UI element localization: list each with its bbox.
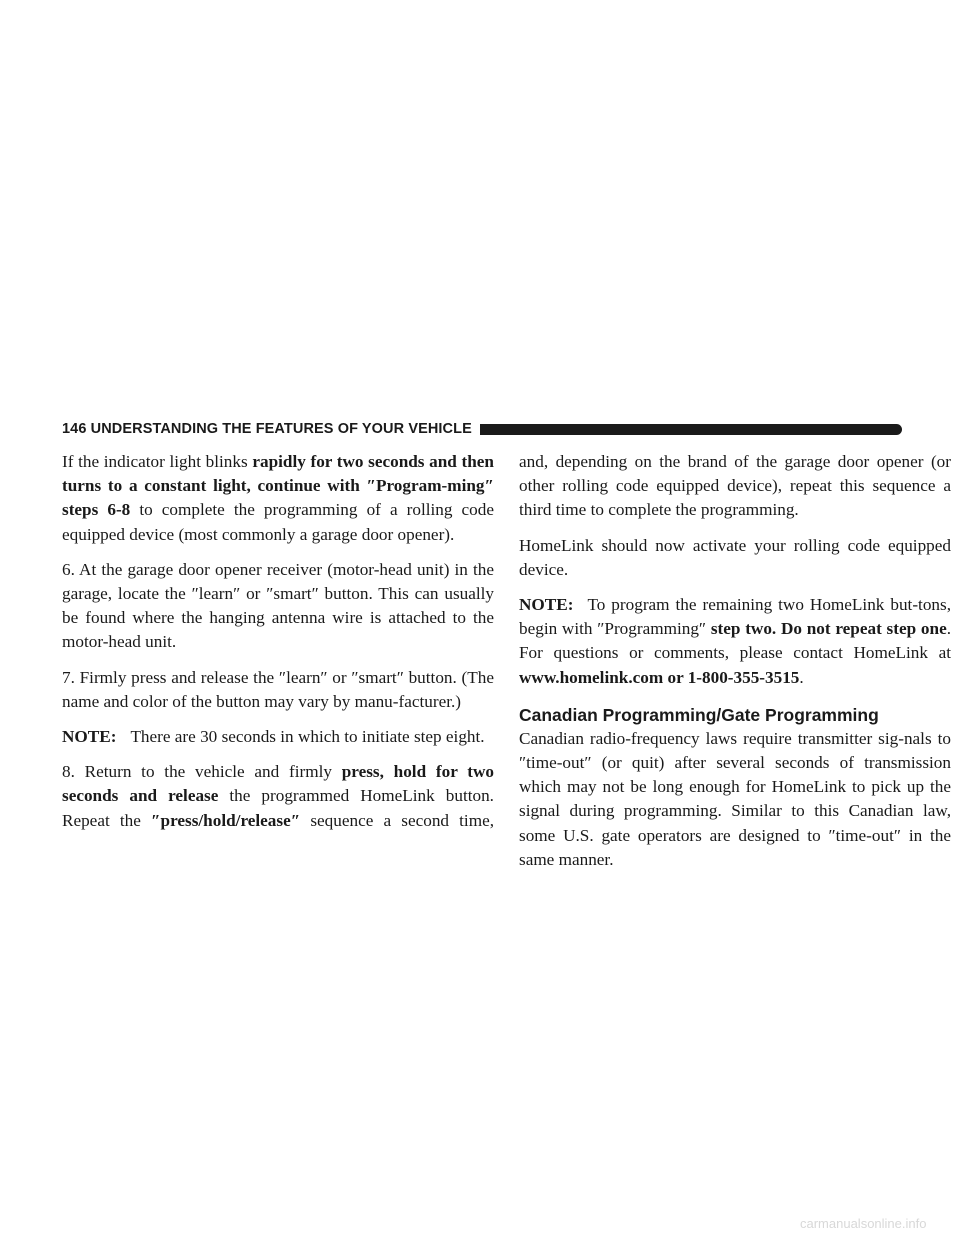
section-title: UNDERSTANDING THE FEATURES OF YOUR VEHICLE: [90, 421, 472, 437]
text-run: . For questions or comments, please contact HomeLink at: [519, 619, 951, 663]
paragraph-third-time: and, depending on the brand of the garage door opener (or other rolling code equipped device), repeat this sequence a third time to complete the programming.: [519, 452, 951, 520]
bold-run: ″press/hold/release″: [151, 810, 301, 830]
text-run: to complete the programming of a rolling code equipped device (most commonly a garage door opener).: [62, 500, 495, 544]
paragraph-note-30-seconds: [62, 725, 494, 749]
text-run: 8. Return to the vehicle and firmly: [62, 762, 342, 782]
bold-run: step two. Do not repeat step one: [710, 619, 947, 639]
text-run: sequence a second time,: [300, 810, 495, 830]
paragraph-step-6: 6. At the garage door opener receiver (motor-head unit) in the garage, locate the ″learn″ or ″smart″ button. This can usually be found where the hanging antenna wire is attached to the motor-head unit.: [62, 559, 494, 652]
section-subheading: Canadian Programming/Gate Programming: [519, 704, 879, 725]
header-bar: [480, 424, 902, 435]
right-column: [519, 450, 951, 883]
paragraph-step-8: [62, 760, 494, 833]
paragraph-homelink-activate: HomeLink should now activate your rolling code equipped device.: [519, 535, 951, 579]
note-text: There are 30 seconds in which to initiate step eight.: [130, 727, 485, 747]
text-run: the programmed HomeLink button. Repeat the: [62, 786, 494, 830]
text-run: If the indicator light blinks: [62, 452, 253, 471]
note-label: NOTE:: [519, 595, 574, 615]
page-number: 146: [62, 421, 87, 437]
watermark: carmanualsonline.info: [800, 1216, 927, 1231]
bold-run: press, hold for two seconds and release: [62, 762, 495, 806]
text-run: .: [799, 667, 804, 687]
paragraph-note-remaining-buttons: [519, 593, 951, 690]
bold-run: www.homelink.com or 1-800-355-3515: [519, 667, 800, 687]
paragraph-canadian-laws: Canadian radio-frequency laws require transmitter sig-nals to ″time-out″ (or quit) after several seconds of transmission which may not be long enough for HomeLink to pick up the signal during programming. Similar to this Canadian law, some U.S. gate operators are designed to ″time-out″ in the same manner.: [519, 728, 951, 869]
note-label: NOTE:: [62, 727, 117, 747]
page-header: [62, 419, 902, 439]
paragraph-step-7: 7. Firmly press and release the ″learn″ or ″smart″ button. (The name and color of the button may vary by manu-facturer.): [62, 667, 494, 711]
text-run: To program the remaining two HomeLink but-tons, begin with ″Programming″: [519, 595, 951, 639]
header-text: [62, 421, 472, 437]
paragraph-indicator-light: [62, 450, 494, 547]
bold-run: rapidly for two seconds and then turns to a constant light, continue with ″Program-ming″ steps 6-8: [62, 452, 494, 520]
left-column: [62, 450, 494, 844]
